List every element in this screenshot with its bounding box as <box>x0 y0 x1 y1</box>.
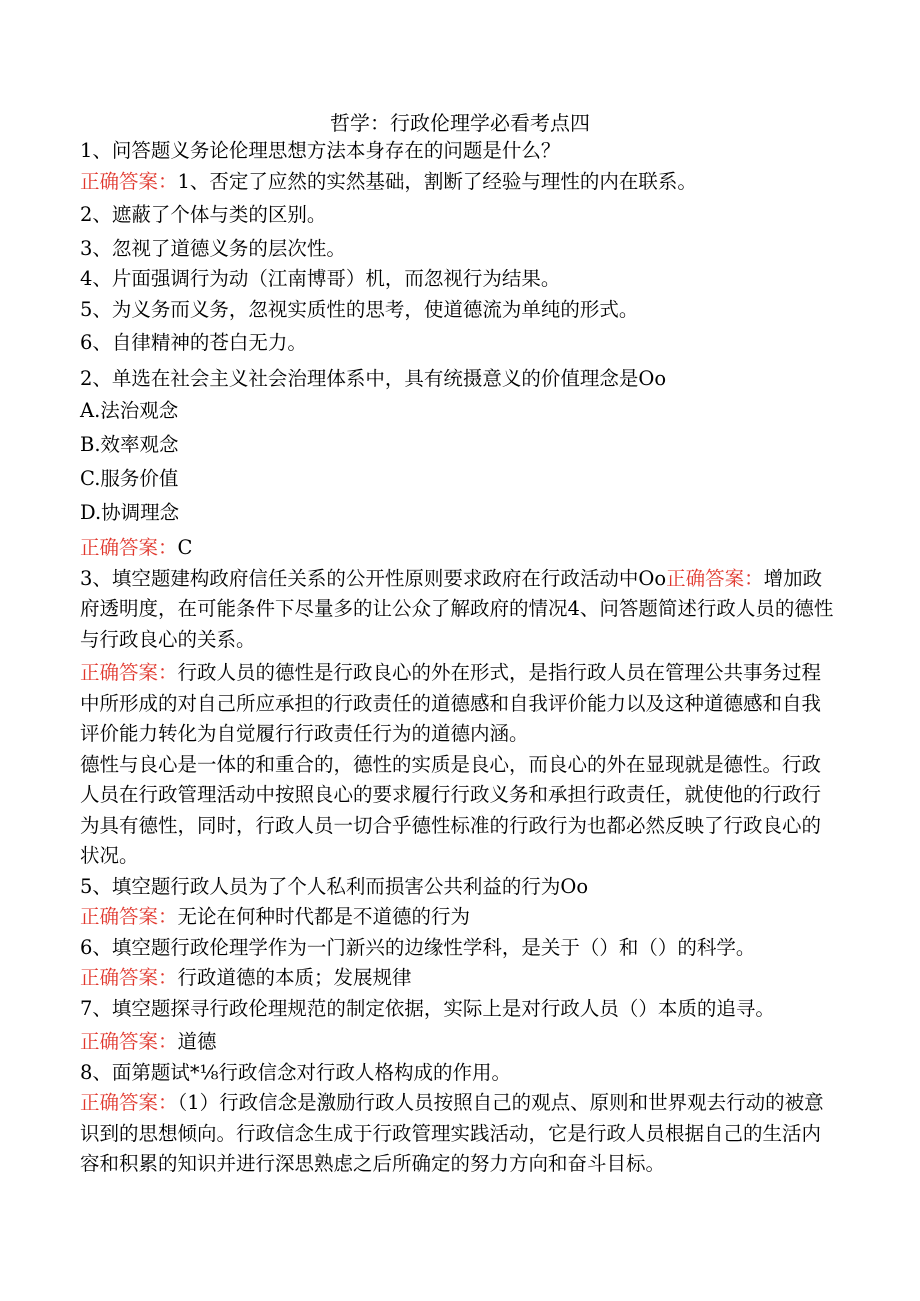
answer-label: 正确答案： <box>80 661 178 684</box>
answer-label-part-2: 案： <box>724 566 764 590</box>
answer-2-text: C <box>177 536 193 559</box>
option-a: A.法治观念 <box>80 399 179 422</box>
answer-1-text: 1、否定了应然的实然基础，割断了经验与理性的内在联系。 <box>177 169 697 193</box>
question-3-text: 3、填空题建构政府信任关系的公开性原则要求政府在行政活动中Oo <box>80 566 667 590</box>
question-1: 1、问答题义务论伦理思想方法本身存在的问题是什么？ <box>80 139 561 162</box>
document-body <box>80 136 840 1180</box>
question-7: 7、填空题探寻行政伦理规范的制定依据，实际上是对行政人员（）本质的追寻。 <box>80 996 775 1020</box>
question-3 <box>80 564 840 656</box>
answer-label: 正确答案： <box>80 966 178 989</box>
answer-8-text: （1）行政信念是激励行政人员按照自己的观点、原则和世界观去行动的被意识到的思想倾向。行政信念生成于行政管理实践活动，它是行政人员根据自己的生活内容和积累的知识并进行深思熟虑之后所确定的努力方向和奋斗目标。 <box>80 1091 824 1175</box>
option-c: C.服务价值 <box>80 467 179 490</box>
answer-1-point-6: 6、自律精神的苍白无力。 <box>80 331 307 354</box>
answer-3-text: 增加政府透明度，在可能条件下尽量多的让公众了解政府的情况 <box>80 566 823 620</box>
option-d: D.协调理念 <box>80 501 180 524</box>
answer-7 <box>80 1027 840 1058</box>
question-8: 8、面第题试*⅛行政信念对行政人格构成的作用。 <box>80 1060 512 1084</box>
question-6: 6、填空题行政伦理学作为一门新兴的边缘性学科，是关于（）和（）的科学。 <box>80 935 756 959</box>
answer-1-point-2: 2、遮蔽了个体与类的区别。 <box>80 203 327 226</box>
answer-label: 正确答案： <box>80 1030 178 1053</box>
answer-1-point-3: 3、忽视了道德义务的层次性。 <box>80 236 346 260</box>
answer-label-part-1: 正确答 <box>666 566 725 590</box>
question-5: 5、填空题行政人员为了个人私利而损害公共利益的行为Oo <box>80 874 589 898</box>
answer-5 <box>80 902 840 933</box>
answer-4-continued: 德性与良心是一体的和重合的，德性的实质是良心，而良心的外在显现就是德性。行政人员在行政管理活动中按照良心的要求履行行政义务和承担行政责任，就使他的行政行为具有德性，同时，行政人员一切合乎德性标准的行政行为也都必然反映了行政良心的状况。 <box>80 752 822 867</box>
answer-1 <box>80 167 840 198</box>
answer-5-text: 无论在何种时代都是不道德的行为 <box>177 905 471 928</box>
answer-1-point-5: 5、为义务而义务，忽视实质性的思考，使道德流为单纯的形式。 <box>80 297 639 321</box>
answer-4-text: 行政人员的德性是行政良心的外在形式，是指行政人员在管理公共事务过程中所形成的对自己所应承担的行政责任的道德感和自我评价能力以及这种道德感和自我评价能力转化为自觉履行行政责任行为的道德内涵。 <box>80 661 822 745</box>
answer-6 <box>80 963 840 994</box>
option-b: B.效率观念 <box>80 433 179 456</box>
answer-label: 正确答案： <box>80 536 178 559</box>
answer-4 <box>80 658 840 750</box>
page-title: 哲学：行政伦理学必看考点四 <box>330 111 590 135</box>
answer-2 <box>80 533 840 564</box>
answer-8 <box>80 1088 840 1180</box>
answer-label: 正确答案： <box>80 1091 178 1114</box>
answer-label: 正确答案： <box>80 905 178 928</box>
answer-label: 正确答案： <box>80 169 178 193</box>
question-2: 2、单选在社会主义社会治理体系中，具有统摄意义的价值理念是Oo <box>80 366 667 390</box>
question-4-text: 4、问答题简述行政人员的德性与行政良心的关系。 <box>80 597 834 651</box>
answer-1-point-4: 4、片面强调行为动（江南博哥）机，而忽视行为结果。 <box>80 267 561 290</box>
answer-7-text: 道德 <box>177 1030 217 1053</box>
answer-6-text: 行政道德的本质；发展规律 <box>177 966 412 989</box>
